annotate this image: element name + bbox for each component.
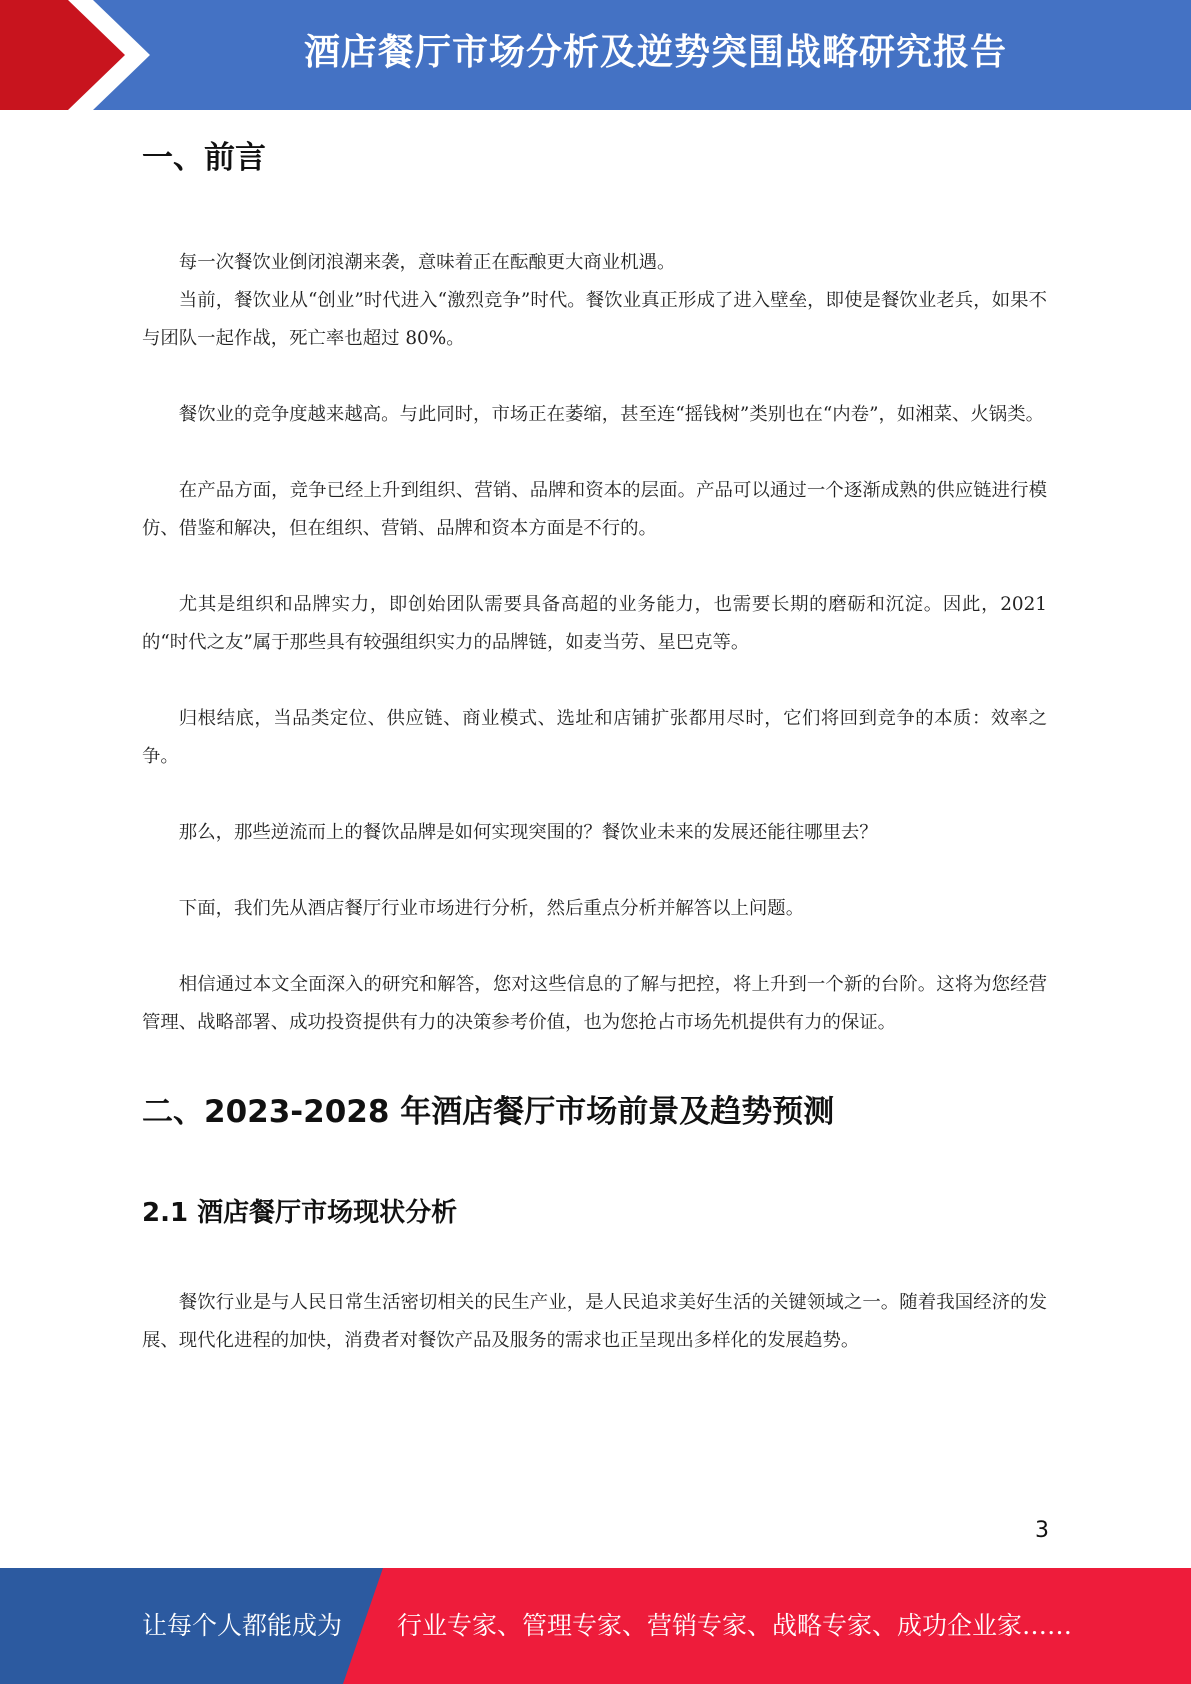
subsection-heading-status: 2.1 酒店餐厅市场现状分析 bbox=[142, 1198, 458, 1228]
paragraph: 餐饮业的竞争度越来越高。与此同时，市场正在萎缩，甚至连“摇钱树”类别也在“内卷”，如湘菜、火锅类。 bbox=[178, 404, 1044, 425]
paragraph: 归根结底，当品类定位、供应链、商业模式、选址和店铺扩张都用尽时，它们将回到竞争的本质：效率之争。 bbox=[142, 708, 1047, 767]
paragraph: 当前，餐饮业从“创业”时代进入“激烈竞争”时代。餐饮业真正形成了进入壁垒，即使是餐饮业老兵，如果不与团队一起作战，死亡率也超过 80%。 bbox=[142, 290, 1047, 349]
paragraph: 相信通过本文全面深入的研究和解答，您对这些信息的了解与把控，将上升到一个新的台阶。这将为您经营管理、战略部署、成功投资提供有力的决策参考价值，也为您抢占市场先机提供有力的保证。 bbox=[142, 974, 1047, 1033]
page-number: 3 bbox=[1035, 1518, 1049, 1543]
section-heading-preface: 一、前言 bbox=[142, 140, 266, 176]
document-body bbox=[142, 130, 1047, 1360]
footer-slogan-left: 让每个人都能成为 bbox=[142, 1611, 343, 1640]
footer-banner bbox=[0, 1568, 1191, 1684]
paragraph: 餐饮行业是与人民日常生活密切相关的民生产业，是人民追求美好生活的关键领域之一。随着我国经济的发展、现代化进程的加快，消费者对餐饮产品及服务的需求也正呈现出多样化的发展趋势。 bbox=[142, 1292, 1047, 1351]
paragraph: 尤其是组织和品牌实力，即创始团队需要具备高超的业务能力，也需要长期的磨砺和沉淀。因此，2021 的“时代之友”属于那些具有较强组织实力的品牌链，如麦当劳、星巴克等。 bbox=[142, 594, 1047, 653]
paragraph: 下面，我们先从酒店餐厅行业市场进行分析，然后重点分析并解答以上问题。 bbox=[178, 898, 805, 919]
header-banner bbox=[0, 0, 1191, 110]
footer-slogan-right: 行业专家、管理专家、营销专家、战略专家、成功企业家…… bbox=[397, 1611, 1073, 1640]
paragraph: 在产品方面，竞争已经上升到组织、营销、品牌和资本的层面。产品可以通过一个逐渐成熟的供应链进行模仿、借鉴和解决，但在组织、营销、品牌和资本方面是不行的。 bbox=[142, 480, 1047, 539]
report-title: 酒店餐厅市场分析及逆势突围战略研究报告 bbox=[303, 32, 1007, 73]
section-heading-forecast: 二、2023-2028 年酒店餐厅市场前景及趋势预测 bbox=[142, 1094, 835, 1130]
paragraph: 每一次餐饮业倒闭浪潮来袭，意味着正在酝酿更大商业机遇。 bbox=[178, 252, 676, 273]
paragraph: 那么，那些逆流而上的餐饮品牌是如何实现突围的？餐饮业未来的发展还能往哪里去？ bbox=[178, 822, 878, 843]
